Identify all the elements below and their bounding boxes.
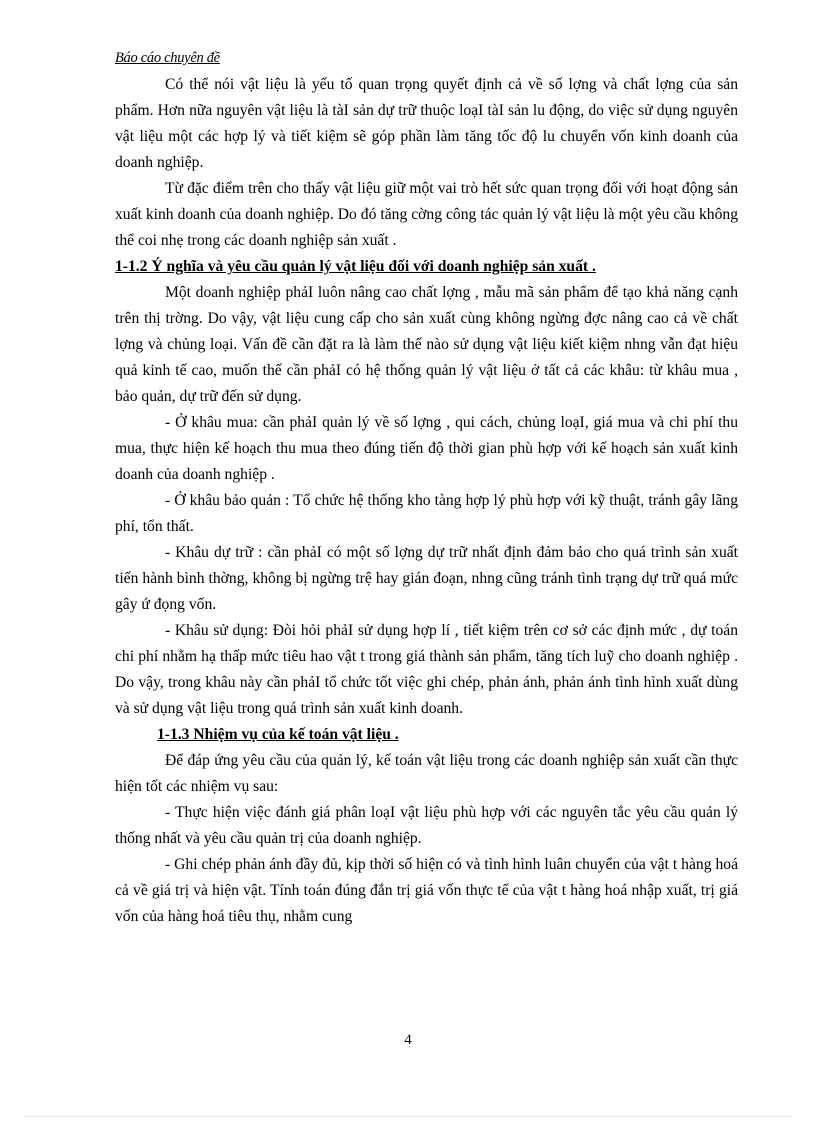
list-item: - Khâu sử dụng: Đòi hỏi phảI sử dụng hợp lí , tiết kiệm trên cơ sở các định mức , dự toán chi phí nhằm hạ thấp mức tiêu hao vật t trong giá thành sản phẩm, tăng tích luỹ cho doanh nghiệp . Do vậy, trong khâu này cần phảI tổ chức tốt việc ghi chép, phản ánh, phản ánh tình hình xuất dùng và sử dụng vật liệu trong quá trình sản xuất kinh doanh. (115, 622, 738, 717)
paragraph: Một doanh nghiệp phảI luôn nâng cao chất lợng , mẫu mã sản phẩm để tạo khả năng cạnh trên thị trờng. Do vậy, vật liệu cung cấp cho sản xuất cùng không ngừng đợc nâng cao cả về chất lợng và chủng loại. Vấn đề cần đặt ra là làm thế nào sử dụng vật liệu kiết kiệm nhng vẫn đạt hiệu quả kinh tế cao, muốn thế cần phảI có hệ thống quản lý vật liệu ở tất cả các khâu: từ khâu mua , bảo quản, dự trữ đến sử dụng. (115, 284, 738, 405)
document-header: Báo cáo chuyên đề (115, 50, 220, 66)
list-item: - Khâu dự trữ : cần phảI có một số lợng dự trữ nhất định đảm bảo cho quá trình sản xuất tiến hành bình thờng, không bị ngừng trệ hay gián đoạn, nhng cũng tránh tình trạng dự trữ quá mức gây ứ đọng vốn. (115, 544, 738, 613)
list-item: - Ghi chép phản ánh đầy đủ, kịp thời số hiện có và tình hình luân chuyển của vật t hàng hoá cả về giá trị và hiện vật. Tính toán đúng đắn trị giá vốn thực tế của vật t hàng hoá nhập xuất, trị giá vốn của hàng hoá tiêu thụ, nhằm cung (115, 856, 738, 925)
list-item: - Ở khâu bảo quản : Tổ chức hệ thống kho tàng hợp lý phù hợp với kỹ thuật, tránh gây lãng phí, tổn thất. (115, 492, 738, 535)
footer-divider (25, 1116, 791, 1117)
paragraph: Có thể nói vật liệu là yếu tố quan trọng quyết định cả về số lợng và chất lợng của sản phẩm. Hơn nữa nguyên vật liệu là tàI sản dự trữ thuộc loạI tàI sản lu động, do việc sử dụng nguyên vật liệu một các hợp lý và tiết kiệm sẽ góp phần làm tăng tốc độ lu chuyển vốn kinh doanh của doanh nghiệp. (115, 76, 738, 171)
section-heading-1-1-2: 1-1.2 Ý nghĩa và yêu cầu quản lý vật liệu đối với doanh nghiệp sản xuất . (115, 258, 596, 275)
section-heading-1-1-3: 1-1.3 Nhiệm vụ của kế toán vật liệu . (157, 726, 399, 743)
paragraph: Từ đặc điểm trên cho thấy vật liệu giữ một vai trò hết sức quan trọng đối với hoạt động sản xuất kinh doanh của doanh nghiệp. Do đó tăng cờng công tác quản lý vật liệu là một yêu cầu không thể coi nhẹ trong các doanh nghiệp sản xuất . (115, 180, 738, 249)
page-number: 4 (404, 1032, 412, 1048)
list-item: - Thực hiện việc đánh giá phân loạI vật liệu phù hợp với các nguyên tắc yêu cầu quản lý thống nhất và yêu cầu quản trị của doanh nghiệp. (115, 804, 738, 847)
document-body (115, 72, 738, 930)
paragraph: Để đáp ứng yêu cầu của quản lý, kế toán vật liệu trong các doanh nghiệp sản xuất cần thực hiện tốt các nhiệm vụ sau: (115, 752, 738, 795)
list-item: - Ở khâu mua: cần phảI quản lý về số lợng , qui cách, chủng loạI, giá mua và chi phí thu mua, thực hiện kế hoạch thu mua theo đúng tiến độ thời gian phù hợp với kế hoạch sản xuất kinh doanh của doanh nghiệp . (115, 414, 738, 483)
